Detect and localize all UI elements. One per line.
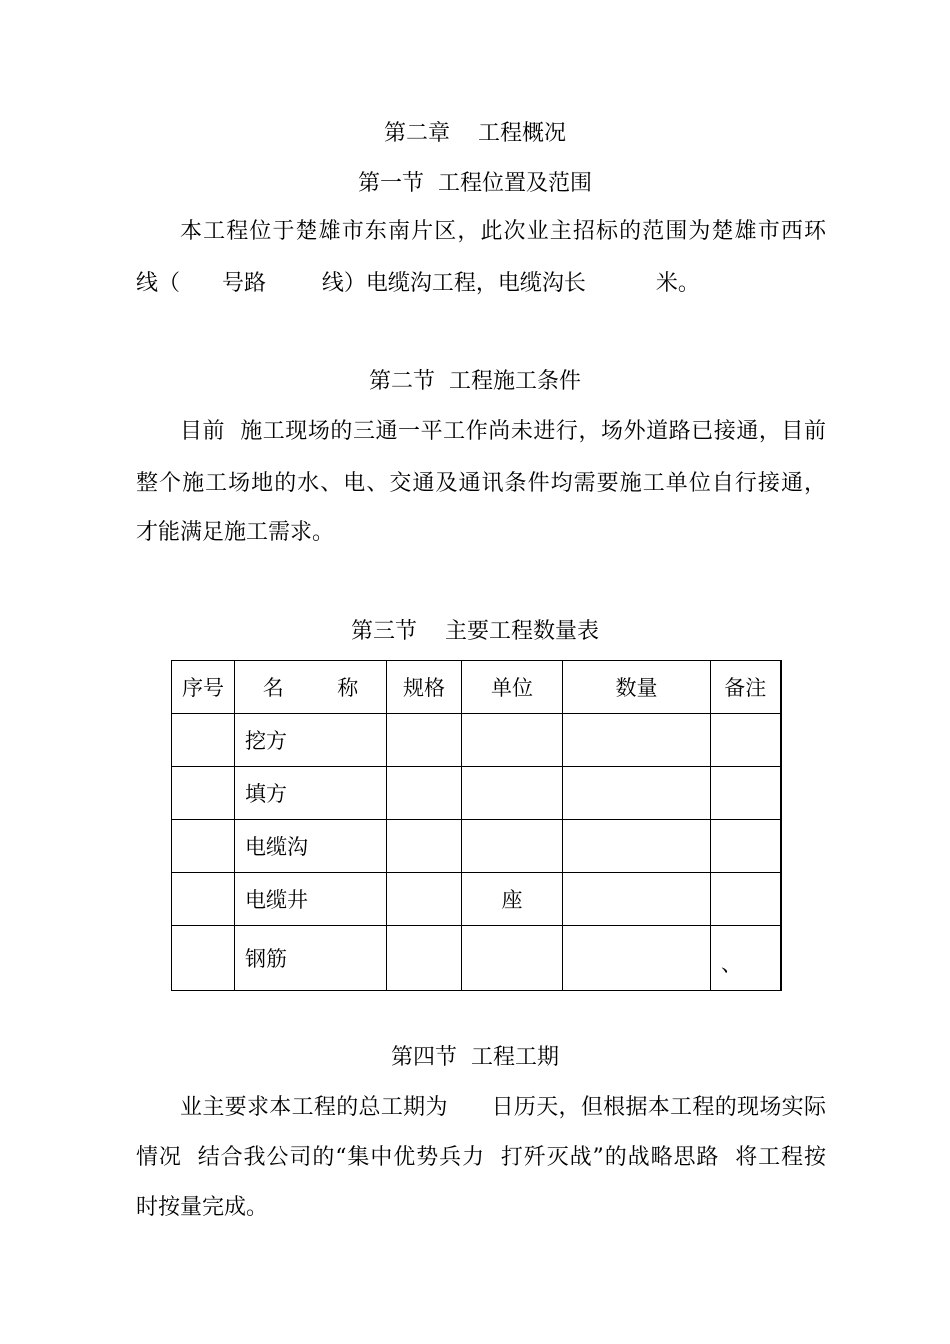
- quantity-table: [171, 660, 782, 991]
- table-cell: [711, 767, 781, 820]
- section2-line-2: 整个施工场地的水、电、交通及通讯条件均需要施工单位自行接通，: [136, 471, 826, 496]
- table-cell: 填方: [235, 767, 387, 820]
- table-header-row: [172, 661, 781, 714]
- table-cell: 电缆沟: [235, 820, 387, 873]
- table-cell: 钢筋: [235, 926, 387, 991]
- table-cell: [711, 714, 781, 767]
- table-cell: [387, 926, 462, 991]
- header-cell: 名 称: [235, 661, 387, 714]
- table-cell: [462, 820, 563, 873]
- section1-title: 第一节 工程位置及范围: [358, 171, 592, 196]
- table-row: [172, 767, 781, 820]
- header-cell: 序号: [172, 661, 235, 714]
- table-cell: [563, 873, 711, 926]
- table-cell: [462, 767, 563, 820]
- table-row: [172, 820, 781, 873]
- table-cell: 、: [711, 926, 781, 991]
- table-cell: [387, 873, 462, 926]
- header-cell: 数量: [563, 661, 711, 714]
- section1-line-2: 线（ 号路 线）电缆沟工程，电缆沟长 米。: [136, 271, 700, 296]
- table-row: [172, 714, 781, 767]
- table-cell: 挖方: [235, 714, 387, 767]
- table-cell: [711, 873, 781, 926]
- table-cell: [387, 767, 462, 820]
- table-cell: [563, 820, 711, 873]
- header-cell: 规格: [387, 661, 462, 714]
- table-cell: 电缆井: [235, 873, 387, 926]
- table-cell: [387, 714, 462, 767]
- section4-line-2: 情况 结合我公司的“集中优势兵力 打歼灭战”的战略思路 将工程按: [136, 1145, 826, 1170]
- table-cell: [563, 767, 711, 820]
- table-cell: [462, 714, 563, 767]
- chapter-title: 第二章 工程概况: [384, 121, 566, 146]
- section2-line-1: 目前 施工现场的三通一平工作尚未进行，场外道路已接通，目前: [180, 419, 826, 444]
- table-row: [172, 873, 781, 926]
- table-cell: 座: [462, 873, 563, 926]
- table-cell: [172, 820, 235, 873]
- section2-title: 第二节 工程施工条件: [369, 369, 581, 394]
- table-row: [172, 926, 781, 991]
- section1-line-1: 本工程位于楚雄市东南片区，此次业主招标的范围为楚雄市西环: [180, 219, 826, 244]
- table-cell: [172, 714, 235, 767]
- section2-line-3: 才能满足施工需求。: [136, 520, 335, 545]
- table-cell: [172, 767, 235, 820]
- section4-line-3: 时按量完成。: [136, 1195, 269, 1220]
- table-cell: [462, 926, 563, 991]
- table-cell: [387, 820, 462, 873]
- table-cell: [563, 714, 711, 767]
- table-cell: [172, 926, 235, 991]
- section4-line-1: 业主要求本工程的总工期为 日历天，但根据本工程的现场实际: [180, 1095, 826, 1120]
- section4-title: 第四节 工程工期: [391, 1045, 559, 1070]
- header-cell: 单位: [462, 661, 563, 714]
- table-cell: [172, 873, 235, 926]
- section3-title: 第三节 主要工程数量表: [351, 619, 599, 644]
- header-cell: 备注: [711, 661, 781, 714]
- table-cell: [711, 820, 781, 873]
- table-cell: [563, 926, 711, 991]
